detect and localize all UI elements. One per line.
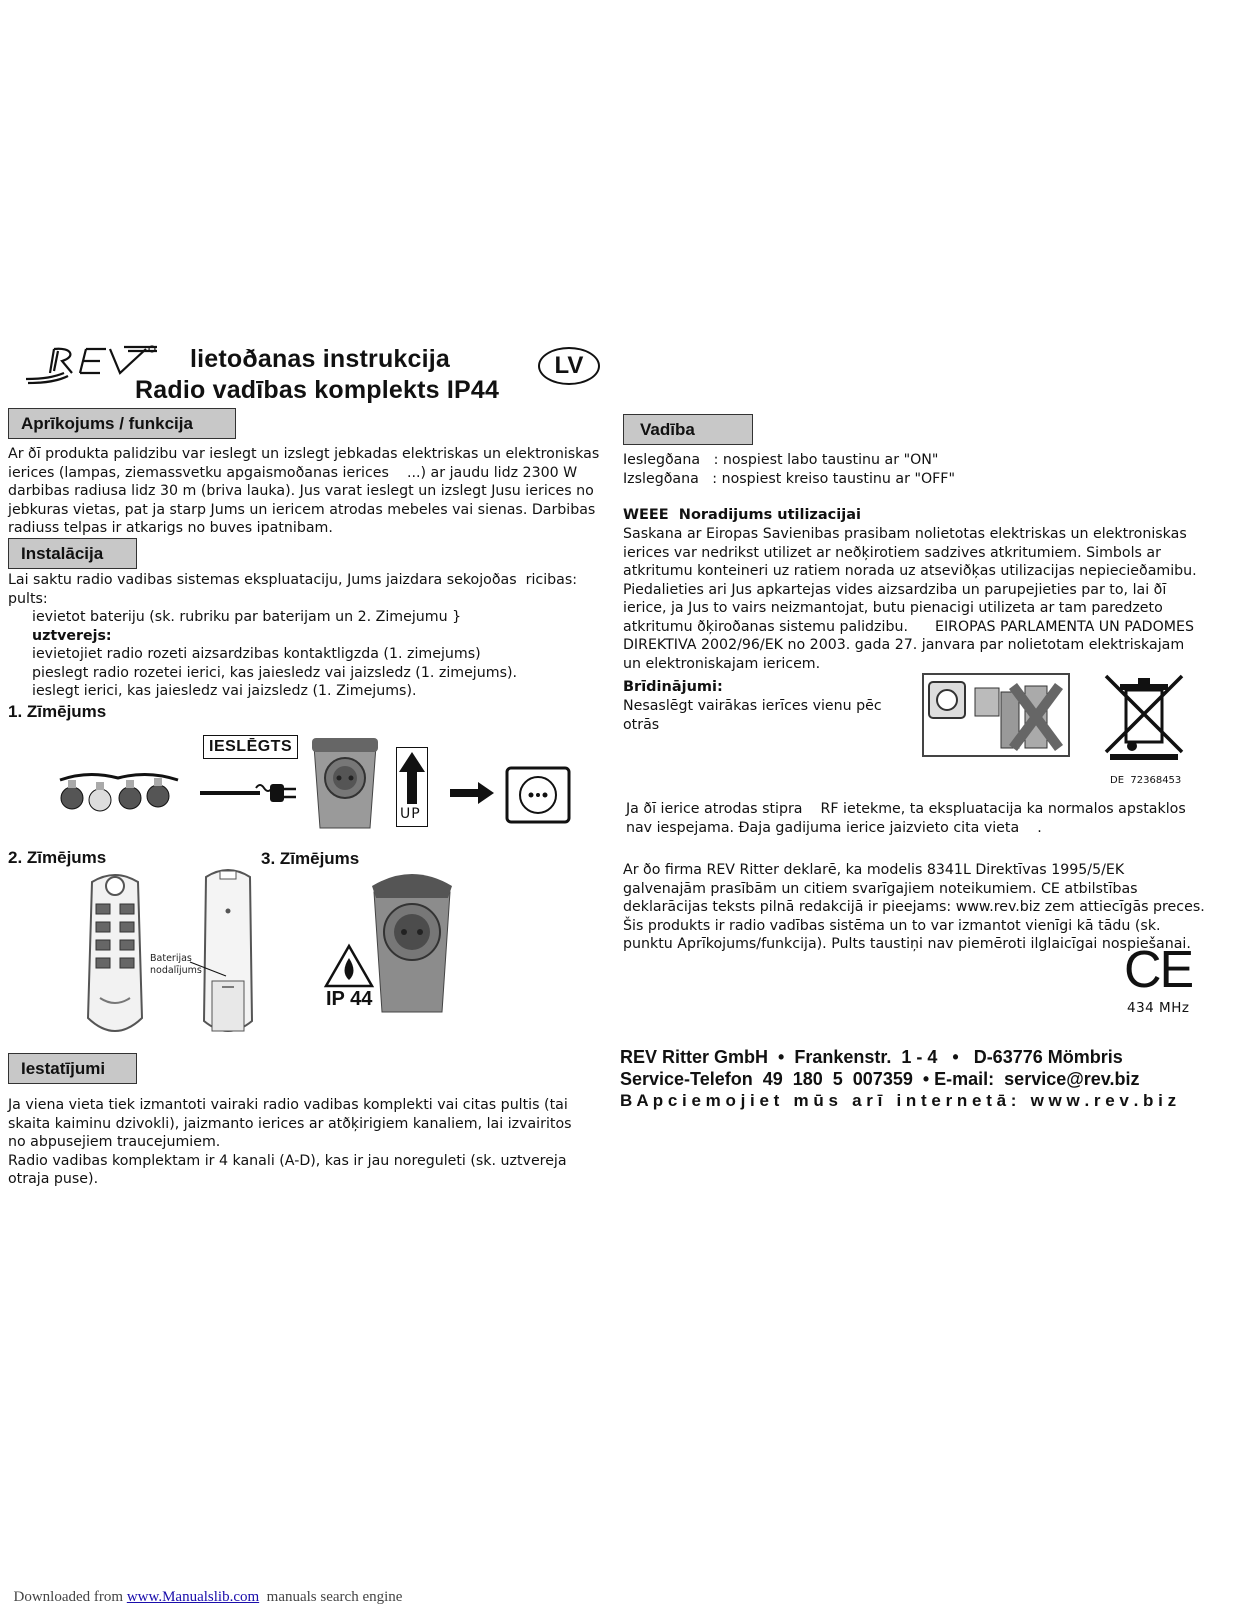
weee-bin-icon [1104, 672, 1184, 760]
battery-label-line: nodalījums [150, 965, 202, 976]
installation-line: uztverejs: [32, 627, 112, 644]
company-address-line: REV Ritter GmbH • Frankenstr. 1 - 4 • D-63776 Mömbris [620, 1047, 1123, 1067]
figure-3-label: 3. Zīmējums [261, 849, 360, 868]
equipment-line: Ar ðī produkta palidzibu var ieslegt un izslegt jebkadas elektriskas un elektroniskas [8, 446, 600, 462]
settings-line: Ja viena vieta tiek izmantoti vairaki radio vadibas komplekti vai citas pultis (tai [8, 1097, 568, 1113]
warnings-line: Nesaslēgt vairākas ierīces vienu pēc [623, 698, 882, 714]
installation-line: Lai saktu radio vadibas sistemas ekspluataciju, Jums jaizdara sekojoðas ricibas: [8, 572, 578, 588]
download-prefix: Downloaded from [13, 1589, 127, 1605]
installation-heading: Instalācija [8, 538, 137, 569]
figure-1-label: 1. Zīmējums [8, 702, 107, 721]
equipment-line: darbibas radiusa lidz 30 m (briva lauka). Jus varat ieslegt un izslegt Jusu ierices no [8, 483, 594, 499]
equipment-line: radiuss telpas ir atkarigs no buves ipatnibam. [8, 520, 333, 536]
warnings-heading: Brīdinājumi: [623, 679, 723, 695]
control-heading: Vadība [623, 414, 753, 445]
company-service-line: Service-Telefon 49 180 5 007359 • E-mail: service@rev.biz [620, 1069, 1140, 1089]
weee-line: atkritumu konteineri uz ratiem norada uz atseviðķas utilizacijas nepiecieðamibu. [623, 563, 1197, 579]
battery-pointer-line [190, 960, 230, 980]
settings-heading: Iestatījumi [8, 1053, 137, 1084]
installation-line: pults: [8, 590, 48, 607]
water-drop-warning-icon [324, 944, 374, 988]
declaration-line: galvenajām prasībām un citiem svarīgajiem noteikumiem. CE atbilstības [623, 880, 1138, 897]
ce-mark: CE [1124, 941, 1193, 999]
weee-line: DIREKTIVA 2002/96/EK no 2003. gada 27. janvara par nolietotam elektriskajam [623, 637, 1185, 653]
equipment-line: ierices (lampas, ziemassvetku apgaismoðanas ierices ...) ar jaudu lidz 2300 W [8, 464, 578, 481]
download-suffix: manuals search engine [259, 1589, 403, 1605]
product-title: Radio vadības komplekts IP44 [135, 376, 500, 404]
weee-line: ierice, ja Jus to vairs neizmantojat, butu pienacigi utilizeta ar tam paredzeto [623, 600, 1163, 616]
company-web-line: B A p c i e m o j i e t m ū s a r ī i n t e r n e t ā : w w w . r e v . b i z [620, 1091, 1177, 1110]
ip44-socket-illustration [368, 868, 456, 1016]
weee-text [623, 525, 1197, 673]
rf-text [626, 800, 1186, 837]
weee-line: un elektroniskajam iericem. [623, 655, 821, 672]
declaration-line: Ar ðo firma REV Ritter deklarē, ka modelis 8341L Direktīvas 1995/5/EK [623, 862, 1125, 878]
equipment-text [8, 445, 599, 538]
declaration-text [623, 861, 1205, 954]
download-bar [6, 1572, 402, 1606]
settings-line: skaita kaiminu dzivokli), jaizmanto ierices ar atðķirigiem kanaliem, lai izvairitos [8, 1115, 572, 1132]
installation-line: ievietojiet radio rozeti aizsardzibas kontaktligzda (1. zimejums) [32, 646, 481, 662]
settings-line: no abpusejiem traucejumiem. [8, 1134, 221, 1150]
radio-socket-illustration [310, 736, 380, 834]
control-line: Ieslegðana : nospiest labo taustinu ar "ON" [623, 452, 939, 468]
ip44-label: IP 44 [326, 988, 373, 1010]
equipment-line: jebkuras vietas, pat ja starp Jums un iericem atrodas mebeles vai sienas. Darbibas [8, 501, 596, 518]
weee-line: Piedalieties ari Jus apkartejas vides aizsardziba un parupejieties par to, lai ðī [623, 581, 1167, 598]
settings-line: otraja puse). [8, 1171, 99, 1187]
remote-front-illustration [82, 868, 148, 1044]
rf-line: Ja ðī ierice atrodas stipra RF ietekme, ta ekspluatacija ka normalos apstaklos [626, 801, 1186, 817]
weee-line: atkritumu ðķiroðanas sistemu palidzibu. EIROPAS PARLAMENTA UN PADOMES [623, 618, 1194, 635]
warnings-line: otrās [623, 716, 660, 733]
manual-title: lietoðanas instrukcija [190, 345, 451, 373]
installation-line: ievietot bateriju (sk. rubriku par baterijam un 2. Zimejumu } [32, 609, 462, 625]
installation-line: ieslegt ierici, kas jaiesledz vai jaizsledz (1. Zimejums). [32, 683, 417, 699]
remote-back-illustration [200, 863, 256, 1043]
control-text [623, 451, 955, 488]
equipment-heading: Aprīkojums / funkcija [8, 408, 236, 439]
manualslib-link[interactable]: www.Manualslib.com [126, 1589, 260, 1605]
no-chaining-warning-icon [921, 672, 1071, 758]
declaration-line: Šis produkts ir radio vadības sistēma un to var izmantot vienīgi kā tādu (sk. [623, 917, 1161, 934]
rf-line: nav iespejama. Ðaja gadijuma ierice jaizvieto cita vieta . [626, 819, 1042, 836]
weee-heading: WEEE Noradijums utilizacijai [623, 507, 861, 523]
right-arrow-icon [450, 782, 494, 804]
installation-text [8, 571, 577, 701]
up-arrow-icon [399, 752, 425, 804]
battery-label-line: Baterijas [150, 953, 192, 964]
de-code: DE 72368453 [1110, 775, 1182, 786]
up-arrow-box [396, 747, 428, 827]
frequency-label: 434 MHz [1127, 1000, 1190, 1016]
plug-cable-illustration [198, 780, 298, 806]
on-label: IESLĒGTS [203, 735, 298, 759]
declaration-line: deklarācijas teksts pilnā redakcijā ir pieejams: www.rev.biz zem attiecīgās preces. [623, 899, 1205, 915]
settings-text [8, 1096, 572, 1189]
weee-line: Saskana ar Eiropas Savienibas prasibam nolietotas elektriskas un elektroniskas [623, 526, 1187, 542]
control-line: Izslegðana : nospiest kreiso taustinu ar "OFF" [623, 470, 955, 487]
figure-2-label: 2. Zīmējums [8, 848, 107, 867]
declaration-line: punktu Aprīkojums/funkcija). Pults taustiņi nav piemēroti ilglaicīgai nospiešanai. [623, 936, 1191, 952]
settings-line: Radio vadibas komplektam ir 4 kanali (A-D), kas ir jau noreguleti (sk. uztvereja [8, 1152, 567, 1169]
lights-string-illustration [58, 768, 180, 828]
up-label: UP [400, 806, 421, 822]
weee-line: ierices var nedrikst utilizet ar neðķirotiem sadzives atkritumiem. Simbols ar [623, 544, 1161, 561]
installation-line: pieslegt radio rozetei ierici, kas jaiesledz vai jaizsledz (1. zimejums). [32, 664, 518, 681]
company-contact [620, 1046, 1176, 1112]
wall-outlet-illustration [505, 766, 571, 824]
warnings-text [623, 697, 882, 734]
language-badge: LV [538, 347, 600, 385]
